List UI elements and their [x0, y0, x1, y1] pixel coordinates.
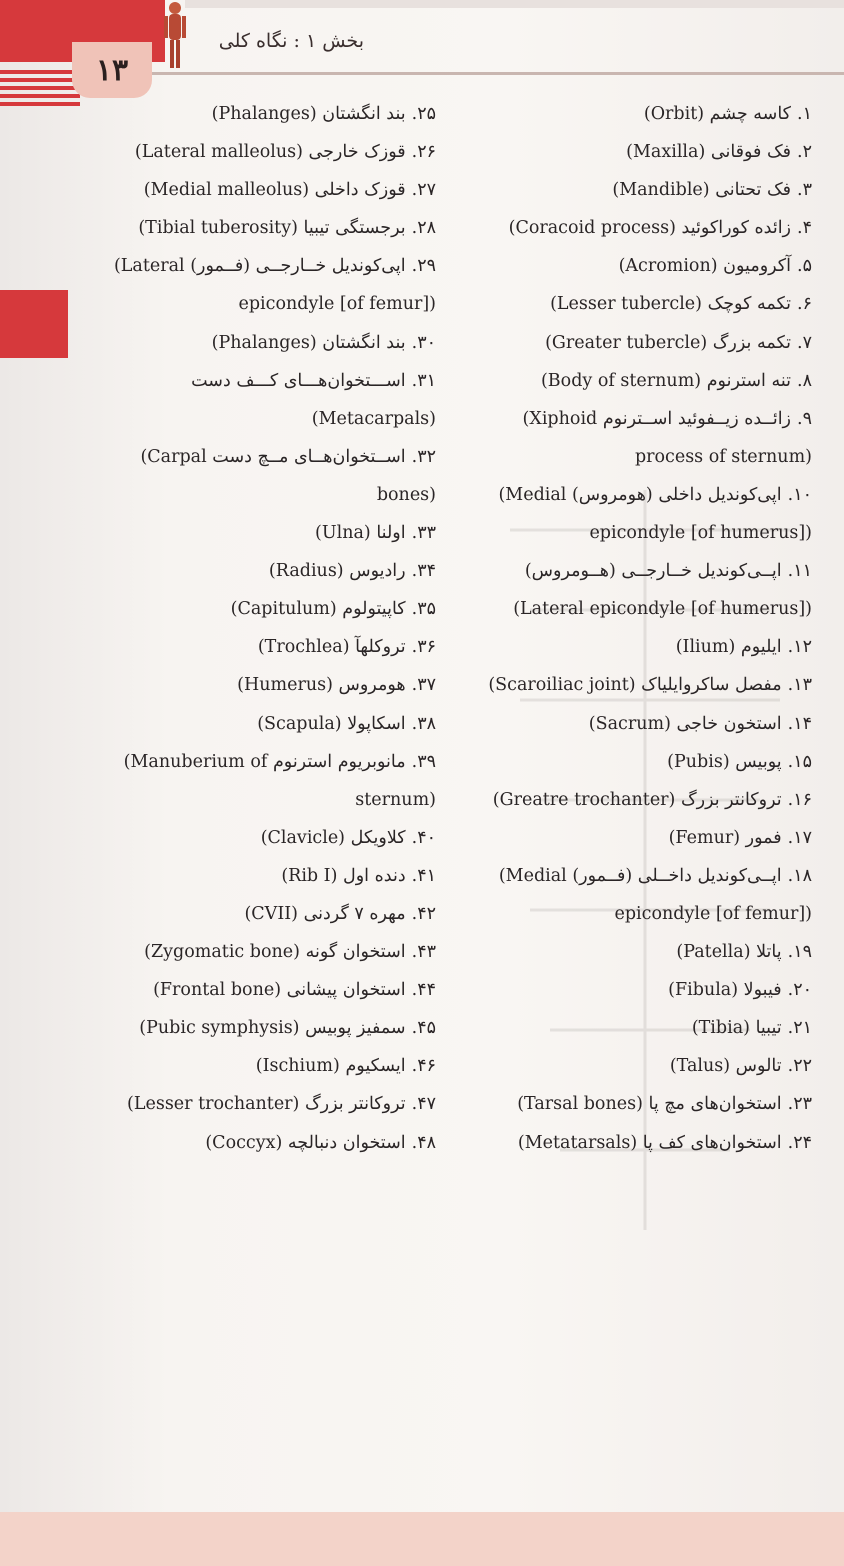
- item-latin-term: (Coracoid process): [508, 218, 676, 239]
- item-number: ۴۲.: [411, 903, 436, 924]
- item-latin-term: (Tarsal bones): [517, 1094, 643, 1115]
- item-number: ۳۶.: [411, 637, 436, 658]
- item-latin-term: (Pubic symphysis): [139, 1018, 300, 1039]
- list-item: [462, 133, 812, 171]
- list-item: [462, 666, 812, 704]
- item-latin-term: (Medial: [498, 865, 567, 886]
- list-item: [462, 971, 812, 1009]
- item-persian-term: استخوان پیشانی: [286, 980, 406, 1001]
- list-item: [462, 1047, 812, 1085]
- list-item: [88, 705, 436, 743]
- list-item: [88, 1009, 436, 1047]
- item-persian-term: آکرومیون: [723, 256, 792, 277]
- item-number: ۳۷.: [411, 675, 436, 696]
- item-persian-term: برجستگی تیبیا: [303, 218, 406, 239]
- item-latin-term: (Xiphoid: [522, 408, 598, 429]
- item-persian-term: فک فوقانی: [710, 142, 792, 163]
- list-item: [88, 666, 436, 704]
- list-item: [462, 1009, 812, 1047]
- item-number: ۲۸.: [411, 218, 436, 239]
- item-number: ۱۳.: [787, 675, 812, 696]
- item-latin-term: (Manuberium of: [123, 751, 268, 772]
- item-latin-term: (Mandible): [612, 180, 710, 201]
- item-latin-term: (Lateral: [113, 256, 185, 277]
- item-number: ۳۲.: [411, 446, 436, 467]
- list-item: [88, 1085, 436, 1123]
- list-item: [88, 514, 436, 552]
- item-persian-term: مهره ۷ گردنی: [303, 903, 406, 924]
- list-item: [462, 705, 812, 743]
- item-number: ۳۸.: [411, 713, 436, 734]
- item-latin-term: (Zygomatic bone): [144, 942, 300, 963]
- item-number: ۴۰.: [411, 827, 436, 848]
- item-number: ۲۳.: [787, 1094, 812, 1115]
- item-latin-continuation: (Metacarpals): [311, 408, 436, 429]
- item-number: ۱۷.: [787, 827, 812, 848]
- item-latin-term: (Carpal: [140, 446, 207, 467]
- item-persian-term: تروکانتر بزرگ: [304, 1094, 406, 1115]
- item-persian-term: دنده اول: [343, 865, 406, 886]
- item-latin-term: (Greatre trochanter): [492, 789, 676, 810]
- list-item: [88, 933, 436, 971]
- list-item: [88, 362, 436, 438]
- item-persian-term: کلاویکل: [350, 827, 406, 848]
- item-persian-term: تکمه کوچک: [707, 294, 792, 315]
- list-item: [462, 324, 812, 362]
- item-number: ۲.: [797, 142, 812, 163]
- item-persian-term: تکمه بزرگ: [712, 332, 792, 353]
- item-latin-continuation: (Lateral epicondyle [of humerus]): [513, 599, 812, 620]
- item-latin-term: (Rib I): [281, 865, 338, 886]
- item-persian-term: پاتلا: [756, 942, 782, 963]
- item-persian-term: ایسکیوم: [345, 1056, 406, 1077]
- item-number: ۵.: [797, 256, 812, 277]
- item-number: ۶.: [797, 294, 812, 315]
- list-item: [462, 171, 812, 209]
- header-stripes: [0, 70, 80, 110]
- chapter-side-tab: [0, 290, 68, 358]
- list-item: [88, 895, 436, 933]
- list-item: [462, 552, 812, 628]
- header-rule: [150, 72, 844, 75]
- item-number: ۲۶.: [411, 142, 436, 163]
- item-persian-term: اولنا: [376, 523, 406, 544]
- item-latin-term: (Trochlea): [257, 637, 350, 658]
- item-latin-term: (Orbit): [643, 104, 705, 124]
- list-item: [88, 324, 436, 362]
- item-persian-term: مانوبریوم استرنوم: [272, 751, 406, 772]
- item-number: ۱۸.: [787, 865, 812, 886]
- item-latin-term: (Patella): [676, 942, 751, 963]
- item-number: ۲۲.: [787, 1056, 812, 1077]
- item-latin-term: (Femur): [668, 827, 741, 848]
- item-number: ۱۵.: [787, 751, 812, 772]
- item-latin-term: (Medial: [498, 484, 567, 505]
- item-latin-term: (Tibia): [691, 1018, 750, 1039]
- list-item: [462, 781, 812, 819]
- list-item: [88, 552, 436, 590]
- item-latin-term: (Scapula): [257, 713, 342, 734]
- item-latin-term: (Lateral malleolus): [134, 142, 303, 163]
- item-latin-continuation: epicondyle [of femur]): [238, 294, 436, 315]
- item-latin-term: (Lesser tubercle): [550, 294, 702, 315]
- item-number: ۴۶.: [411, 1056, 436, 1077]
- item-persian-term: کاپیتولوم: [342, 599, 406, 620]
- item-number: ۱۱.: [787, 561, 812, 582]
- item-persian-term: اپی‌کوندیل داخلی (هومروس): [571, 484, 782, 505]
- item-latin-term: (Sacrum): [588, 713, 671, 734]
- list-item: [88, 1124, 436, 1162]
- list-item: [462, 1124, 812, 1162]
- item-persian-term: اپــی‌کوندیل داخــلی (فــمور): [572, 865, 782, 886]
- item-latin-term: (Body of sternum): [540, 370, 702, 391]
- item-persian-term: قوزک خارجی: [308, 142, 406, 163]
- item-latin-term: (Greater tubercle): [545, 332, 708, 353]
- item-number: ۲۴.: [787, 1132, 812, 1153]
- item-latin-term: (Ulna): [315, 523, 371, 544]
- item-latin-term: (Phalanges): [211, 104, 317, 124]
- list-item: [88, 857, 436, 895]
- item-number: ۹.: [797, 408, 812, 429]
- item-persian-term: اسکاپولا: [347, 713, 406, 734]
- item-number: ۲۱.: [787, 1018, 812, 1039]
- item-number: ۱۹.: [787, 942, 812, 963]
- list-item: [88, 628, 436, 666]
- item-number: ۴۴.: [411, 980, 436, 1001]
- anatomy-figure-icon: [160, 0, 190, 70]
- item-number: ۲۷.: [411, 180, 436, 201]
- item-persian-term: تروکلهآ: [355, 637, 406, 658]
- item-persian-term: بند انگشتان: [322, 332, 406, 353]
- item-latin-term: (Coccyx): [205, 1132, 283, 1153]
- item-persian-term: اپــی‌کوندیل خــارجــی (هــومروس): [524, 561, 782, 582]
- item-number: ۴۵.: [411, 1018, 436, 1039]
- item-latin-term: (Ischium): [255, 1056, 340, 1077]
- item-latin-continuation: epicondyle [of humerus]): [589, 523, 812, 544]
- item-number: ۱.: [797, 104, 812, 124]
- item-number: ۳۰.: [411, 332, 436, 353]
- list-item: [462, 95, 812, 133]
- item-number: ۸.: [797, 370, 812, 391]
- item-number: ۳.: [797, 180, 812, 201]
- page-number: ۱۳: [72, 42, 152, 98]
- item-persian-term: استخوان دنبالچه: [287, 1132, 406, 1153]
- list-item: [462, 209, 812, 247]
- item-persian-term: تیبیا: [755, 1018, 782, 1039]
- list-item: [88, 133, 436, 171]
- item-latin-continuation: bones): [376, 484, 436, 505]
- list-item: [88, 209, 436, 247]
- list-item: [462, 285, 812, 323]
- item-number: ۷.: [797, 332, 812, 353]
- item-latin-continuation: process of sternum): [634, 446, 812, 467]
- item-latin-term: (Clavicle): [260, 827, 346, 848]
- item-number: ۳۹.: [411, 751, 436, 772]
- item-persian-term: تالوس: [735, 1056, 782, 1077]
- item-persian-term: پوبیس: [735, 751, 782, 772]
- item-number: ۱۴.: [787, 713, 812, 734]
- item-persian-term: اســتخوان‌هــای مــچ دست: [212, 446, 406, 467]
- item-persian-term: زائــده زیــفوئید اســترنوم: [602, 408, 792, 429]
- item-number: ۱۶.: [787, 789, 812, 810]
- list-item: [88, 95, 436, 133]
- item-number: ۳۳.: [411, 523, 436, 544]
- item-persian-term: تنه استرنوم: [706, 370, 792, 391]
- item-number: ۴۱.: [411, 865, 436, 886]
- item-latin-term: (Humerus): [237, 675, 333, 696]
- footer-band: [0, 1512, 844, 1566]
- item-latin-term: (CVII): [244, 903, 298, 924]
- item-latin-term: (Pubis): [667, 751, 730, 772]
- item-persian-term: فک تحتانی: [715, 180, 792, 201]
- item-latin-term: (Talus): [669, 1056, 731, 1077]
- item-persian-term: مفصل ساکروایلیاک: [641, 675, 782, 696]
- list-item: [88, 971, 436, 1009]
- list-item: [462, 819, 812, 857]
- left-column: [88, 95, 436, 1162]
- item-number: ۴۸.: [411, 1132, 436, 1153]
- item-number: ۴۷.: [411, 1094, 436, 1115]
- item-number: ۱۰.: [787, 484, 812, 505]
- list-item: [462, 933, 812, 971]
- item-persian-term: تروکانتر بزرگ: [680, 789, 782, 810]
- item-persian-term: کاسه چشم: [709, 104, 792, 124]
- item-persian-term: فمور: [745, 827, 782, 848]
- item-persian-term: ایلیوم: [740, 637, 782, 658]
- item-latin-term: (Phalanges): [211, 332, 317, 353]
- item-number: ۲۰.: [787, 980, 812, 1001]
- item-latin-term: (Fibula): [668, 980, 739, 1001]
- list-item: [88, 438, 436, 514]
- list-item: [88, 171, 436, 209]
- item-latin-term: (Medial malleolus): [143, 180, 310, 201]
- item-latin-term: (Lesser trochanter): [127, 1094, 300, 1115]
- list-item: [462, 362, 812, 400]
- item-persian-term: سمفیز پوبیس: [305, 1018, 406, 1039]
- item-latin-term: (Metatarsals): [517, 1132, 638, 1153]
- list-item: [462, 628, 812, 666]
- item-persian-term: قوزک داخلی: [314, 180, 406, 201]
- item-persian-term: هومروس: [338, 675, 406, 696]
- list-item: [462, 476, 812, 552]
- item-number: ۲۵.: [411, 104, 436, 124]
- item-persian-term: استخوان گونه: [305, 942, 406, 963]
- item-latin-term: (Radius): [268, 561, 344, 582]
- item-latin-continuation: epicondyle [of femur]): [614, 903, 812, 924]
- list-item: [462, 1085, 812, 1123]
- item-number: ۴.: [797, 218, 812, 239]
- item-latin-term: (Tibial tuberosity): [138, 218, 298, 239]
- item-persian-term: رادیوس: [349, 561, 406, 582]
- list-item: [462, 743, 812, 781]
- item-latin-term: (Ilium): [675, 637, 736, 658]
- item-latin-continuation: sternum): [355, 789, 436, 810]
- item-number: ۳۴.: [411, 561, 436, 582]
- item-latin-term: (Frontal bone): [153, 980, 282, 1001]
- item-latin-term: (Maxilla): [626, 142, 706, 163]
- list-item: [462, 400, 812, 476]
- item-persian-term: زائده کوراکوئید: [681, 218, 792, 239]
- item-persian-term: اســـتخوان‌هـــای کـــف دست: [191, 370, 406, 391]
- item-persian-term: فیبولا: [743, 980, 782, 1001]
- list-item: [88, 819, 436, 857]
- item-persian-term: استخوان‌های کف پا: [642, 1132, 782, 1153]
- item-persian-term: بند انگشتان: [322, 104, 406, 124]
- item-number: ۳۵.: [411, 599, 436, 620]
- list-item: [462, 857, 812, 933]
- item-persian-term: استخون خاجی: [676, 713, 782, 734]
- item-latin-term: (Capitulum): [230, 599, 337, 620]
- item-number: ۲۹.: [411, 256, 436, 277]
- item-persian-term: اپی‌کوندیل خــارجــی (فــمور): [190, 256, 406, 277]
- section-title: بخش ۱ : نگاه کلی: [218, 30, 364, 52]
- list-item: [88, 590, 436, 628]
- item-latin-term: (Scaroiliac joint): [488, 675, 636, 696]
- item-persian-term: استخوان‌های مچ پا: [648, 1094, 782, 1115]
- list-item: [88, 1047, 436, 1085]
- right-column: [462, 95, 812, 1162]
- item-number: ۳۱.: [411, 370, 436, 391]
- list-item: [88, 247, 436, 323]
- item-number: ۱۲.: [787, 637, 812, 658]
- item-number: ۴۳.: [411, 942, 436, 963]
- item-latin-term: (Acromion): [618, 256, 718, 277]
- list-item: [462, 247, 812, 285]
- header-top-strip: [185, 0, 844, 8]
- list-item: [88, 743, 436, 819]
